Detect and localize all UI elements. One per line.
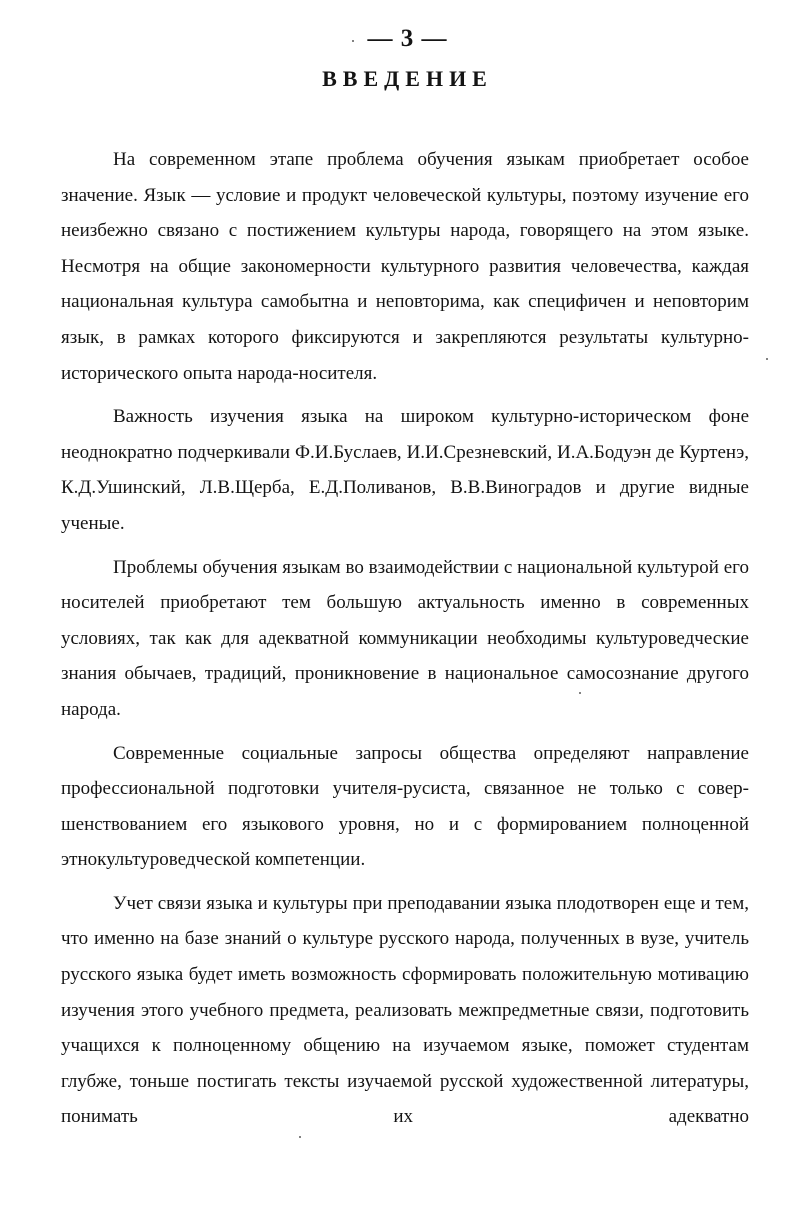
body-text xyxy=(61,142,749,1135)
scan-speck xyxy=(352,40,354,42)
scan-speck xyxy=(766,358,768,360)
paragraph-1: На современном этапе проблема обучения языкам приобретает особое значение. Язык — условие и продукт человеческой культуры, поэтому изучение его неизбежно связано с постижением культуры народа, говорящего на этом языке. Несмотря на общие закономерности культурного развития человечества, каждая национальная культура самобытна и неповторима, как специфичен и неповторим язык, в рамках которого фиксируются и закрепляются результаты культурно-исторического опыта народа-носителя. xyxy=(61,149,749,384)
section-heading: ВВЕДЕНИЕ xyxy=(322,66,493,91)
paragraph-4: Современные социальные запросы общества определяют направление профессиональной подготовки учителя-русиста, связанное не только с совершенствованием его языкового уровня, но и с формированием полноценной этнокультуроведческой компетенции. xyxy=(61,742,749,871)
paragraph-3: Проблемы обучения языкам во взаимодействии с национальной культурой его носителей приобретают тем большую актуальность именно в современных условиях, так как для адекватной коммуникации необходимы культуроведческие знания обычаев, традиций, проникновение в национальное самосознание другого народа. xyxy=(61,556,749,720)
scan-speck xyxy=(299,1136,301,1138)
paragraph-5: Учет связи языка и культуры при преподавании языка плодотворен еще и тем, что именно на базе знаний о культуре русского народа, полученных в вузе, учитель русского языка будет иметь возможность сформировать положительную мотивацию изучения этого учебного предмета, реализовать межпредметные связи, подготовить учащихся к полноценному общению на изучаемом языке, поможет студентам глубже, тоньше постигать тексты изучаемой русской художественной литературы, понимать их адекватно xyxy=(61,892,749,1128)
scan-speck xyxy=(579,692,581,694)
page-number: — 3 — xyxy=(367,25,448,52)
paragraph-2: Важность изучения языка на широком культурно-историческом фоне неоднократно подчеркивали Ф.И.Буслаев, И.И.Срезневский, И.А.Бодуэн де Куртенэ, К.Д.Ушинский, Л.В.Щерба, Е.Д.Поливанов, В.В.Виноградов и другие видные ученые. xyxy=(61,406,749,534)
